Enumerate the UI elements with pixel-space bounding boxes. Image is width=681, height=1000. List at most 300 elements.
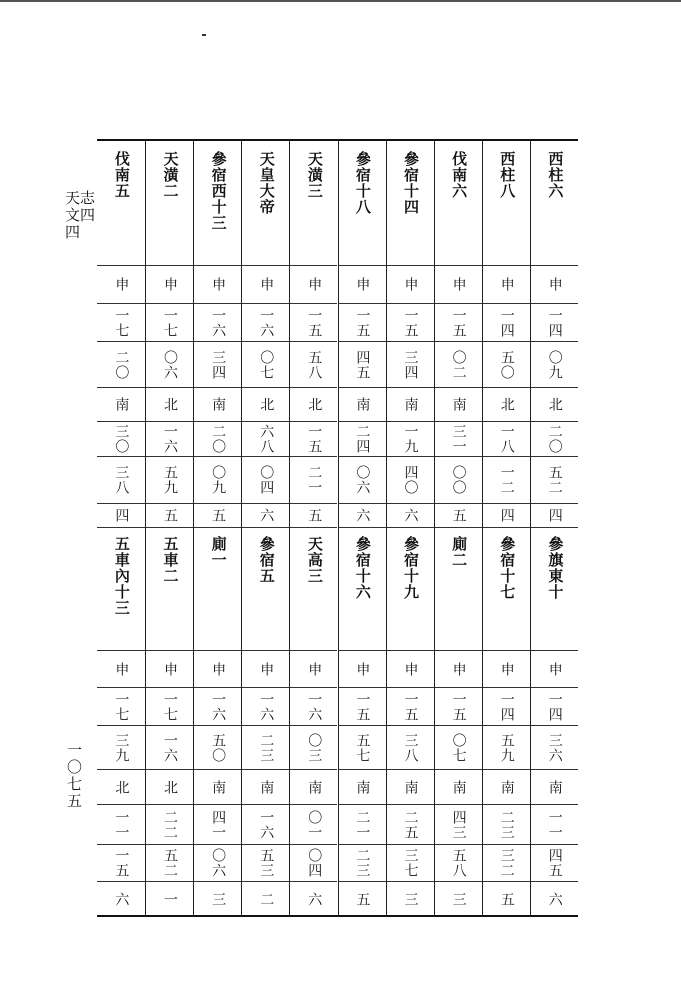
cell-value: 申 [450,277,467,292]
table-column [434,141,482,915]
cell-value: 〇三 [306,732,323,763]
cell-value: 申 [498,661,515,677]
table-cell [146,770,193,805]
table-cell [339,726,386,770]
cell-value: 申 [161,661,178,677]
cell-value: 六 [354,508,371,523]
star-name: 參宿十九 [402,536,421,600]
table-cell [97,504,145,528]
cell-value: 五二 [546,465,563,495]
cell-value: 一一 [113,809,130,840]
cell-value: 五 [498,892,515,907]
table-cell [242,422,289,457]
table-cell [339,504,386,528]
star-name: 伐南六 [450,151,469,199]
table-cell [290,882,337,917]
table-cell [387,726,434,770]
table-cell [97,688,145,726]
cell-value: 二三 [354,848,371,878]
star-name: 參宿十八 [353,151,372,215]
cell-value: 申 [306,661,323,677]
cell-value: 南 [402,779,419,795]
cell-value: 南 [210,397,227,412]
table-cell [242,304,289,342]
cell-value: 〇一 [306,809,323,840]
cell-value: 三四 [402,349,419,380]
table-cell [435,688,482,726]
table-cell [531,688,578,726]
cell-value: 三 [450,892,467,907]
table-cell [435,882,482,917]
table-column [97,141,145,915]
cell-value: 南 [306,779,323,795]
table-cell [339,805,386,845]
table-cell [483,845,530,882]
cell-value: 二 [258,892,275,907]
cell-value: 二二 [161,809,178,840]
cell-value: 一七 [161,307,178,338]
cell-value: 三二 [498,848,515,878]
star-name: 廁一 [209,536,228,568]
cell-value: 南 [546,779,563,795]
cell-value: 一六 [306,691,323,722]
cell-value: 北 [546,397,563,412]
table-cell [194,688,241,726]
table-cell [194,422,241,457]
table-cell [531,504,578,528]
table-cell [97,882,145,917]
cell-value: 申 [113,661,130,677]
cell-value: 申 [113,277,130,292]
cell-value: 〇四 [258,465,275,495]
table-cell [146,651,193,688]
star-name: 參旗東十 [546,536,565,600]
cell-value: 〇七 [258,349,275,380]
star-name-cell [97,141,145,266]
table-cell [242,805,289,845]
table-cell [387,266,434,304]
cell-value: 一五 [306,424,323,454]
cell-value: 二三 [258,732,275,763]
star-name-cell [387,528,434,651]
cell-value: 北 [161,779,178,795]
cell-value: 三九 [113,732,130,763]
star-name: 參宿十四 [402,151,421,215]
cell-value: 一六 [210,307,227,338]
cell-value: 北 [306,397,323,412]
cell-value: 〇四 [306,848,323,878]
cell-value: 一五 [306,307,323,338]
cell-value: 二五 [402,809,419,840]
star-name-cell [339,528,386,651]
table-column [241,141,289,915]
table-cell [290,651,337,688]
table-cell [387,342,434,388]
table-cell [531,805,578,845]
cell-value: 六 [113,892,130,907]
cell-value: 一五 [450,307,467,338]
table-cell [339,688,386,726]
table-cell [290,805,337,845]
cell-value: 一五 [354,307,371,338]
table-cell [387,805,434,845]
table-cell [435,304,482,342]
table-cell [97,266,145,304]
table-cell [242,882,289,917]
table-cell [97,770,145,805]
cell-value: 四五 [354,349,371,380]
star-name: 廁二 [450,536,469,568]
table-cell [483,342,530,388]
table-cell [387,504,434,528]
table-cell [242,342,289,388]
cell-value: 三一 [450,424,467,454]
cell-value: 南 [354,779,371,795]
margin-title [64,190,94,241]
table-cell [97,651,145,688]
cell-value: 北 [258,397,275,412]
star-name: 天潢三 [305,151,324,199]
table-cell [483,388,530,422]
table-cell [387,422,434,457]
table-cell [290,422,337,457]
table-cell [531,388,578,422]
table-column [530,141,578,915]
table-column [289,141,337,915]
table-cell [435,770,482,805]
table-cell [483,504,530,528]
cell-value: 一五 [450,691,467,722]
cell-value: 〇九 [210,465,227,495]
cell-value: 五九 [161,465,178,495]
cell-value: 三四 [210,349,227,380]
star-name: 參宿十六 [353,536,372,600]
table-cell [531,304,578,342]
cell-value: 申 [306,277,323,292]
star-name: 五車二 [161,536,180,584]
table-cell [435,845,482,882]
star-name-cell [146,528,193,651]
cell-value: 四〇 [402,465,419,495]
table-cell [387,457,434,504]
cell-value: 二〇 [113,349,130,380]
table-cell [290,770,337,805]
table-cell [194,504,241,528]
table-cell [531,882,578,917]
cell-value: 五九 [498,732,515,763]
table-cell [339,770,386,805]
top-border-line [0,0,681,2]
cell-value: 一一 [546,809,563,840]
table-cell [194,457,241,504]
print-speck [202,34,206,36]
cell-value: 四 [498,508,515,523]
table-cell [194,304,241,342]
table-cell [531,342,578,388]
table-column [338,141,386,915]
cell-value: 一六 [258,809,275,840]
cell-value: 〇〇 [450,465,467,495]
cell-value: 三〇 [113,424,130,454]
cell-value: 申 [354,661,371,677]
table-cell [531,266,578,304]
cell-value: 一六 [258,307,275,338]
cell-value: 五三 [258,848,275,878]
cell-value: 申 [354,277,371,292]
cell-value: 三 [402,892,419,907]
table-cell [483,688,530,726]
cell-value: 申 [210,277,227,292]
cell-value: 申 [210,661,227,677]
cell-value: 申 [161,277,178,292]
cell-value: 南 [450,779,467,795]
table-cell [242,388,289,422]
table-cell [146,304,193,342]
star-name-cell [435,141,482,266]
table-cell [483,266,530,304]
table-cell [194,388,241,422]
table-cell [146,882,193,917]
table-cell [290,726,337,770]
table-cell [435,266,482,304]
table-column [386,141,434,915]
cell-value: 南 [498,779,515,795]
cell-value: 申 [258,277,275,292]
cell-value: 二〇 [546,424,563,454]
table-cell [290,304,337,342]
cell-value: 一七 [113,691,130,722]
table-cell [531,457,578,504]
table-cell [194,770,241,805]
table-cell [194,651,241,688]
star-name: 天皇大帝 [257,151,276,215]
table-cell [435,726,482,770]
table-cell [194,266,241,304]
cell-value: 一四 [498,691,515,722]
table-cell [531,651,578,688]
star-name-cell [97,528,145,651]
star-name-cell [194,141,241,266]
page-number: 一〇七五 [65,742,83,810]
table-cell [531,845,578,882]
table-cell [483,726,530,770]
cell-value: 〇九 [546,349,563,380]
cell-value: 〇六 [354,465,371,495]
cell-value: 三六 [546,732,563,763]
cell-value: 一四 [546,307,563,338]
table-cell [387,304,434,342]
table-cell [146,388,193,422]
cell-value: 北 [161,397,178,412]
table-cell [242,845,289,882]
cell-value: 〇二 [450,349,467,380]
cell-value: 二〇 [210,424,227,454]
table-cell [290,266,337,304]
table-cell [146,266,193,304]
table-cell [242,770,289,805]
cell-value: 一九 [402,424,419,454]
table-cell [387,388,434,422]
cell-value: 四五 [546,848,563,878]
cell-value: 一六 [210,691,227,722]
table-cell [242,457,289,504]
cell-value: 五 [161,508,178,523]
table-cell [435,422,482,457]
star-name-cell [531,528,578,651]
cell-value: 三 [210,892,227,907]
star-name: 五車內十三 [112,536,131,616]
table-cell [194,342,241,388]
table-cell [483,805,530,845]
table-cell [146,422,193,457]
star-name-cell [531,141,578,266]
cell-value: 南 [210,779,227,795]
star-name: 西柱六 [546,151,565,199]
table-cell [339,304,386,342]
cell-value: 六八 [258,424,275,454]
table-cell [339,651,386,688]
cell-value: 三八 [402,732,419,763]
cell-value: 六 [258,508,275,523]
cell-value: 四三 [450,809,467,840]
table-cell [242,266,289,304]
table-cell [242,726,289,770]
star-name-cell [339,141,386,266]
cell-value: 二一 [306,465,323,495]
table-cell [146,805,193,845]
cell-value: 一五 [402,691,419,722]
cell-value: 〇六 [161,349,178,380]
table-cell [146,457,193,504]
cell-value: 五七 [354,732,371,763]
cell-value: 一四 [546,691,563,722]
cell-value: 五二 [161,848,178,878]
table-cell [290,845,337,882]
table-cell [531,770,578,805]
cell-value: 四 [113,508,130,523]
cell-value: 一六 [161,732,178,763]
cell-value: 南 [258,779,275,795]
table-cell [242,504,289,528]
table-cell [531,422,578,457]
table-column [145,141,193,915]
table-cell [146,504,193,528]
table-cell [483,304,530,342]
cell-value: 北 [113,779,130,795]
table-cell [387,688,434,726]
table-cell [290,388,337,422]
cell-value: 南 [113,397,130,412]
cell-value: 五 [210,508,227,523]
cell-value: 申 [546,277,563,292]
table-cell [339,882,386,917]
cell-value: 五八 [306,349,323,380]
table-cell [97,726,145,770]
cell-value: 南 [402,397,419,412]
star-name-cell [435,528,482,651]
cell-value: 五〇 [498,349,515,380]
star-name-cell [483,141,530,266]
cell-value: 二三 [498,809,515,840]
table-cell [146,688,193,726]
table-cell [290,342,337,388]
cell-value: 一五 [113,848,130,878]
table-cell [97,845,145,882]
star-name: 參宿五 [257,536,276,584]
table-cell [146,342,193,388]
cell-value: 五八 [450,848,467,878]
cell-value: 五〇 [210,732,227,763]
table-cell [146,845,193,882]
table-cell [194,805,241,845]
cell-value: 五 [306,508,323,523]
cell-value: 一八 [498,424,515,454]
star-name-cell [387,141,434,266]
table-cell [339,422,386,457]
table-cell [194,882,241,917]
cell-value: 二一 [354,809,371,840]
star-name-cell [290,528,337,651]
star-name: 天高三 [305,536,324,584]
cell-value: 一六 [258,691,275,722]
table-cell [194,845,241,882]
cell-value: 四一 [210,809,227,840]
cell-value: 一五 [402,307,419,338]
margin-title-section: 天文四 [63,190,81,241]
table-cell [435,805,482,845]
table-cell [483,457,530,504]
cell-value: 六 [306,892,323,907]
cell-value: 一二 [498,465,515,495]
table-cell [339,342,386,388]
table-cell [339,845,386,882]
star-name-cell [242,528,289,651]
star-table [97,139,578,917]
cell-value: 申 [402,277,419,292]
table-cell [290,457,337,504]
star-name: 西柱八 [498,151,517,199]
table-cell [483,422,530,457]
cell-value: 六 [402,508,419,523]
cell-value: 一六 [161,424,178,454]
table-column [193,141,241,915]
star-name-cell [242,141,289,266]
table-cell [483,882,530,917]
cell-value: 北 [498,397,515,412]
table-cell [435,342,482,388]
table-cell [339,266,386,304]
table-cell [290,504,337,528]
table-cell [97,388,145,422]
cell-value: 申 [402,661,419,677]
margin-title-volume: 志四 [78,190,96,224]
table-cell [435,504,482,528]
star-name-cell [290,141,337,266]
cell-value: 南 [450,397,467,412]
cell-value: 五 [450,508,467,523]
cell-value: 一四 [498,307,515,338]
cell-value: 〇七 [450,732,467,763]
table-cell [339,388,386,422]
cell-value: 申 [546,661,563,677]
table-cell [483,770,530,805]
table-cell [242,688,289,726]
table-cell [483,651,530,688]
star-name: 參宿十七 [498,536,517,600]
table-cell [387,770,434,805]
table-cell [97,457,145,504]
table-cell [387,845,434,882]
